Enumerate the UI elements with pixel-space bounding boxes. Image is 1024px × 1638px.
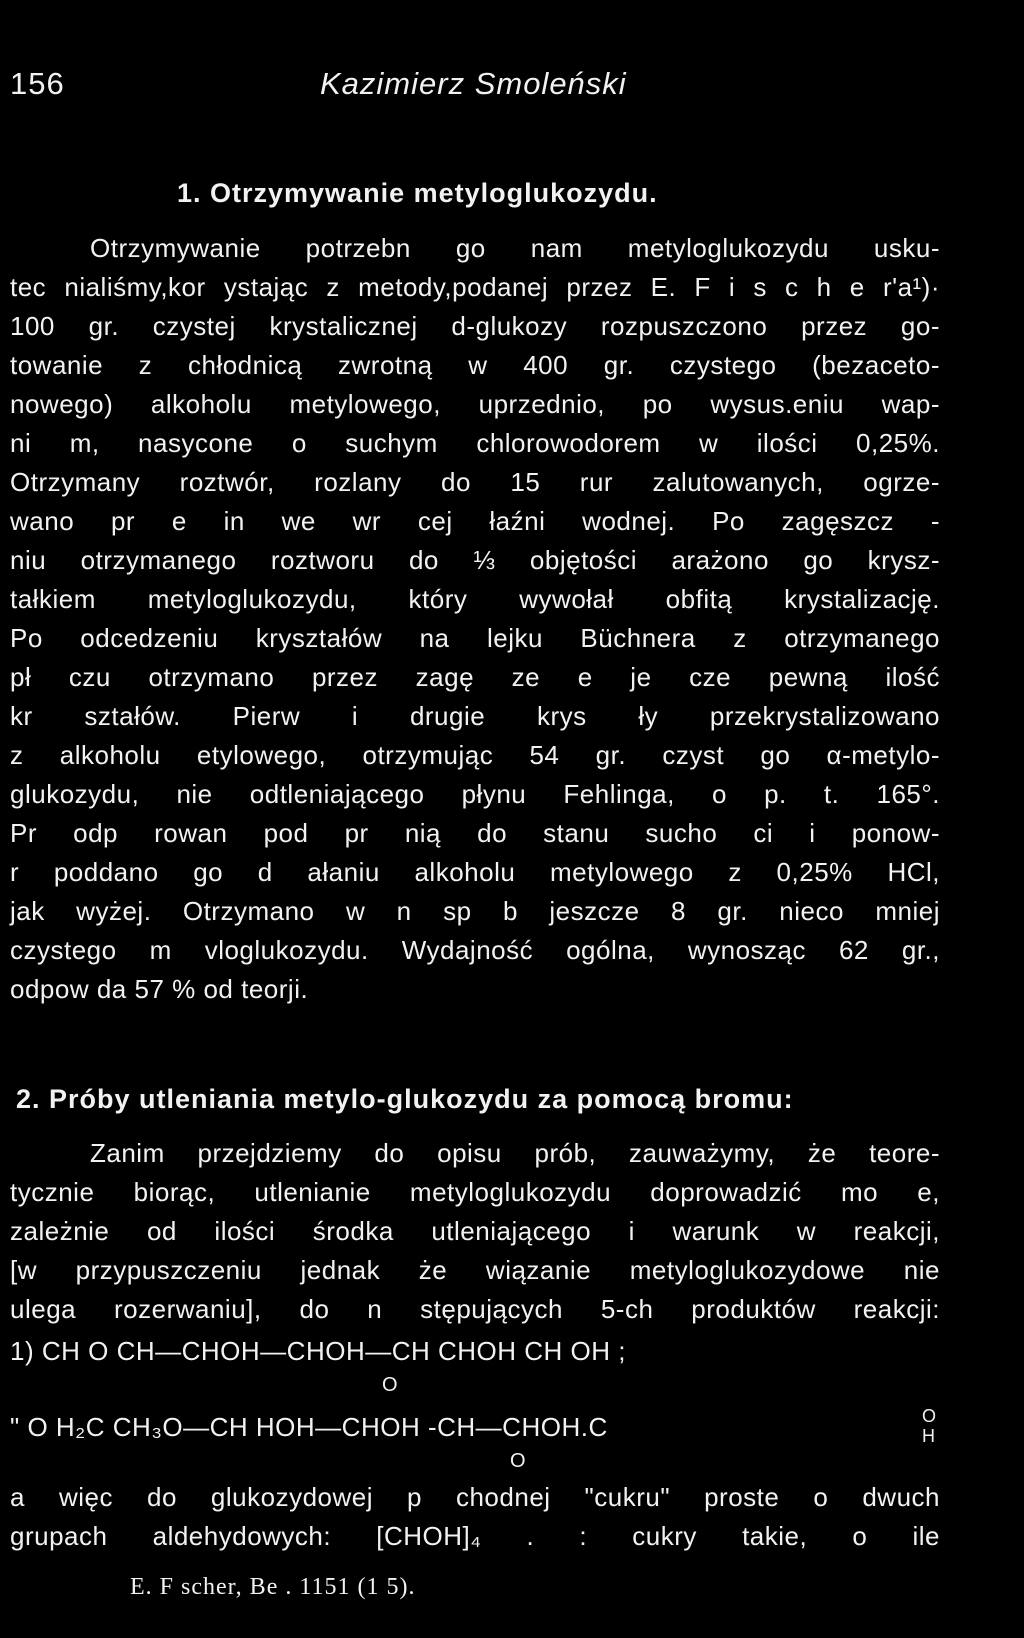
paragraph-line: pł czu otrzymano przez zagę ze e je cze pewną ilość: [10, 662, 940, 692]
paragraph-line: Otrzymany roztwór, rozlany do 15 rur zalutowanych, ogrze-: [10, 467, 940, 497]
footnote: E. F scher, Be . 1151 (1 5).: [130, 1574, 416, 1600]
paragraph-line: z alkoholu etylowego, otrzymując 54 gr. czyst go α-metylo-: [10, 740, 940, 770]
paragraph-line: niu otrzymanego roztworu do ⅓ objętości arażono go krysz-: [10, 545, 940, 575]
paragraph-line: grupach aldehydowych: [CHOH]₄ . : cukry takie, o ile: [10, 1521, 940, 1551]
paragraph-line: wano pr e in we wr cej łaźni wodnej. Po zagęszcz -: [10, 506, 940, 536]
section-1-heading: 1. Otrzymywanie metyloglukozydu.: [177, 178, 658, 208]
paragraph-line: ni m, nasycone o suchym chlorowodorem w ilości 0,25%.: [10, 428, 940, 458]
paragraph-line: Pr odp rowan pod pr nią do stanu sucho ci i ponow-: [10, 818, 940, 848]
section-2-heading: 2. Próby utleniania metylo-glukozydu za pomocą bromu:: [16, 1084, 794, 1114]
paragraph-line: 100 gr. czystej krystalicznej d-glukozy rozpuszczono przez go-: [10, 311, 940, 341]
paragraph-line: jak wyżej. Otrzymano w n sp b jeszcze 8 gr. nieco mniej: [10, 896, 940, 926]
paragraph-line: ulega rozerwaniu], do n stępujących 5-ch produktów reakcji:: [10, 1294, 940, 1324]
formula-2-subscript: O: [510, 1450, 527, 1472]
page-number: 156: [10, 66, 65, 101]
paragraph-line: Zanim przejdziemy do opisu prób, zauważymy, że teore-: [90, 1138, 940, 1168]
chemical-formula-2: " O H₂C CH₃O—CH HOH—CHOH -CH—CHOH.C: [10, 1412, 608, 1442]
running-head-author: Kazimierz Smoleński: [320, 66, 627, 101]
paragraph-line: a więc do glukozydowej p chodnej "cukru" proste o dwuch: [10, 1482, 940, 1512]
paragraph-line: [w przypuszczeniu jednak że wiązanie metyloglukozydowe nie: [10, 1255, 940, 1285]
paragraph-line: Otrzymywanie potrzebn go nam metyloglukozydu usku-: [90, 233, 940, 263]
paragraph-line: nowego) alkoholu metylowego, uprzednio, po wysus.eniu wap-: [10, 389, 940, 419]
paragraph-line: kr ształów. Pierw i drugie krys ły przekrystalizowano: [10, 701, 940, 731]
paragraph-line: odpow da 57 % od teorji.: [10, 974, 309, 1004]
formula-1-subscript: O: [382, 1374, 399, 1396]
paragraph-line: tec nialiśmy,kor ystając z metody,podanej przez E. F i s c h e r'a¹)·: [10, 272, 940, 302]
paragraph-line: r poddano go d ałaniu alkoholu metylowego z 0,25% HCl,: [10, 857, 940, 887]
formula-2-aldehyde: O H: [922, 1406, 937, 1446]
paragraph-line: tałkiem metyloglukozydu, który wywołał obfitą krystalizację.: [10, 584, 940, 614]
paragraph-line: glukozydu, nie odtleniającego płynu Fehlinga, o p. t. 165°.: [10, 779, 940, 809]
paragraph-line: towanie z chłodnicą zwrotną w 400 gr. czystego (bezaceto-: [10, 350, 940, 380]
paragraph-line: czystego m vloglukozydu. Wydajność ogólna, wynosząc 62 gr.,: [10, 935, 940, 965]
paragraph-line: zależnie od ilości środka utleniającego i warunk w reakcji,: [10, 1216, 940, 1246]
paragraph-line: Po odcedzeniu kryształów na lejku Büchnera z otrzymanego: [10, 623, 940, 653]
paragraph-line: tycznie biorąc, utlenianie metyloglukozydu doprowadzić mo e,: [10, 1177, 940, 1207]
chemical-formula-1: 1) CH O CH—CHOH—CHOH—CH CHOH CH OH ;: [10, 1336, 626, 1366]
